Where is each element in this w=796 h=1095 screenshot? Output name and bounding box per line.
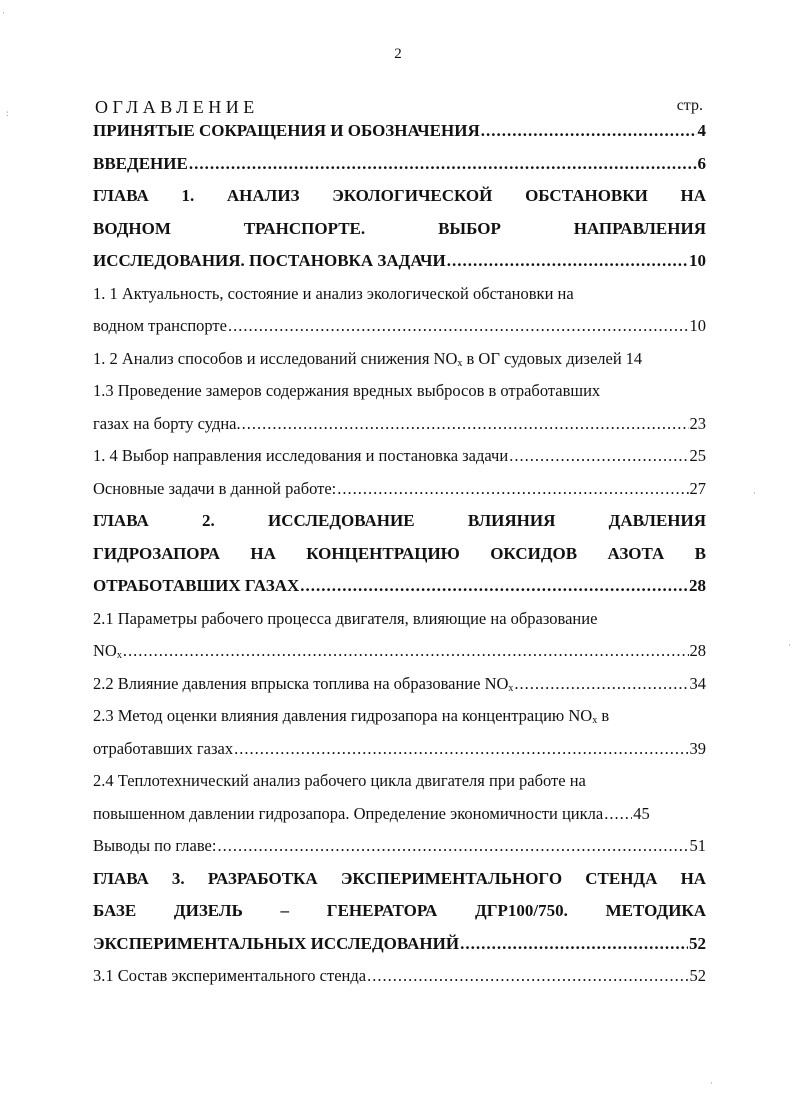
toc-entry-page: 51 [689, 836, 706, 855]
chapter-title-line: ВОДНОМ ТРАНСПОРТЕ. ВЫБОР НАПРАВЛЕНИЯ [93, 218, 706, 238]
page-number: 2 [394, 46, 402, 62]
toc-entry-abbreviations[interactable] [93, 115, 706, 148]
toc-title: ОГЛАВЛЕНИЕ [95, 97, 259, 117]
chapter-title-line: ГЛАВА 1. АНАЛИЗ ЭКОЛОГИЧЕСКОЙ ОБСТАНОВКИ НА [93, 186, 706, 205]
scan-mark: · [788, 640, 791, 650]
scan-mark: · [2, 8, 5, 18]
chapter-title-line: ГЛАВА 2. ИССЛЕДОВАНИЕ ВЛИЯНИЯ ДАВЛЕНИЯ [93, 511, 707, 530]
dot-leader [234, 733, 688, 766]
toc-entry-page: 52 [689, 966, 706, 985]
dot-leader [447, 245, 688, 278]
toc-entry-page: 28 [689, 576, 706, 595]
dot-leader [514, 668, 688, 701]
toc-entry-page: 52 [689, 933, 706, 953]
toc-entry-section-1-2[interactable]: 1. 2 Анализ способов и исследований снижения $NO_x$ в ОГ судовых дизелей 14 [93, 343, 706, 376]
toc-entry-section-1-3[interactable]: 1.3 Проведение замеров содержания вредных выбросов в отработавших газах на борту судна. ..... 23 [93, 375, 706, 440]
chapter-title-line: ГЛАВА 3. РАЗРАБОТКА ЭКСПЕРИМЕНТАЛЬНОГО СТЕНДА НА [93, 868, 707, 888]
toc-entry-chapter-2-conclusions[interactable]: Выводы по главе: ..... 51 [93, 830, 706, 863]
toc-entry-page: 27 [689, 478, 706, 498]
toc-entry-page: 14 [625, 348, 643, 368]
dot-leader [367, 960, 688, 993]
toc-entry-page: 10 [689, 251, 706, 270]
dot-leader [123, 635, 689, 668]
toc-entry-title: ПРИНЯТЫЕ СОКРАЩЕНИЯ И ОБОЗНАЧЕНИЯ [93, 121, 480, 140]
toc-entry-page: 10 [689, 316, 706, 335]
chapter-title-last-line: ЭКСПЕРИМЕНТАЛЬНЫХ ИССЛЕДОВАНИЙ ..... 52 [93, 928, 706, 961]
toc-entry-page: 34 [689, 673, 706, 693]
toc-entry-section-2-4[interactable]: 2.4 Теплотехнический анализ рабочего цикла двигателя при работе на повышенном давлении гидрозапора. Определение экономичности цикла ..... 45 [93, 765, 706, 830]
dot-leader [189, 148, 697, 181]
toc-entry-page: 28 [689, 641, 706, 660]
dot-leader [460, 928, 688, 961]
toc-entry-section-1-1[interactable]: 1. 1 Актуальность, состояние и анализ экологической обстановки на водном транспорте ..... 10 [93, 278, 706, 343]
toc-entry-chapter-2[interactable] [93, 505, 706, 603]
toc-entry-section-2-3[interactable]: 2.3 Метод оценки влияния давления гидрозапора на концентрацию $NO_x$ в отработавших газах ..... 39 [93, 700, 706, 765]
toc-entry-section-1-4[interactable]: 1. 4 Выбор направления исследования и постановка задачи ..... 25 [93, 440, 706, 473]
toc-entry-chapter-1[interactable] [93, 180, 706, 278]
chapter-title-line: ГИДРОЗАПОРА НА КОНЦЕНТРАЦИЮ ОКСИДОВ АЗОТА В [93, 543, 707, 563]
scan-mark: : [6, 108, 9, 118]
table-of-contents [93, 115, 706, 993]
dot-leader [228, 310, 689, 343]
toc-entry-section-2-1[interactable]: 2.1 Параметры рабочего процесса двигателя, влияющие на образование $NO_x$ ..... 28 [93, 603, 706, 668]
scan-mark: · [710, 1078, 713, 1088]
toc-entry-page: 45 [633, 803, 650, 823]
scan-mark: · [753, 488, 756, 498]
page-column-label: стр. [676, 97, 703, 114]
dot-leader [337, 473, 688, 506]
toc-entry-section-3-1[interactable]: 3.1 Состав экспериментального стенда ..... 52 [93, 960, 706, 993]
chapter-title-last-line: ИССЛЕДОВАНИЯ. ПОСТАНОВКА ЗАДАЧИ ..... 10 [93, 245, 706, 278]
dot-leader [481, 115, 697, 148]
dot-leader [217, 830, 688, 863]
toc-entry-title: ВВЕДЕНИЕ [93, 153, 188, 173]
dot-leader [509, 440, 688, 473]
dot-leader [604, 798, 632, 831]
toc-entry-page: 4 [697, 121, 706, 140]
toc-entry-page: 39 [689, 738, 706, 758]
toc-entry-section-2-2[interactable]: 2.2 Влияние давления впрыска топлива на образование $NO_x$ ..... 34 [93, 668, 706, 701]
toc-entry-page: 25 [689, 446, 706, 465]
toc-entry-page: 23 [689, 413, 706, 433]
chapter-title-last-line: ОТРАБОТАВШИХ ГАЗАХ ..... 28 [93, 570, 706, 603]
toc-entry-chapter-3[interactable] [93, 863, 706, 961]
chapter-title-line: БАЗЕ ДИЗЕЛЬ – ГЕНЕРАТОРА ДГР100/750. МЕТОДИКА [93, 901, 707, 920]
dot-leader [300, 570, 688, 603]
toc-entry-page: 6 [697, 153, 706, 173]
dot-leader [242, 408, 689, 441]
toc-entry-main-tasks[interactable]: Основные задачи в данной работе: ..... 27 [93, 473, 706, 506]
toc-entry-introduction[interactable] [93, 148, 706, 181]
